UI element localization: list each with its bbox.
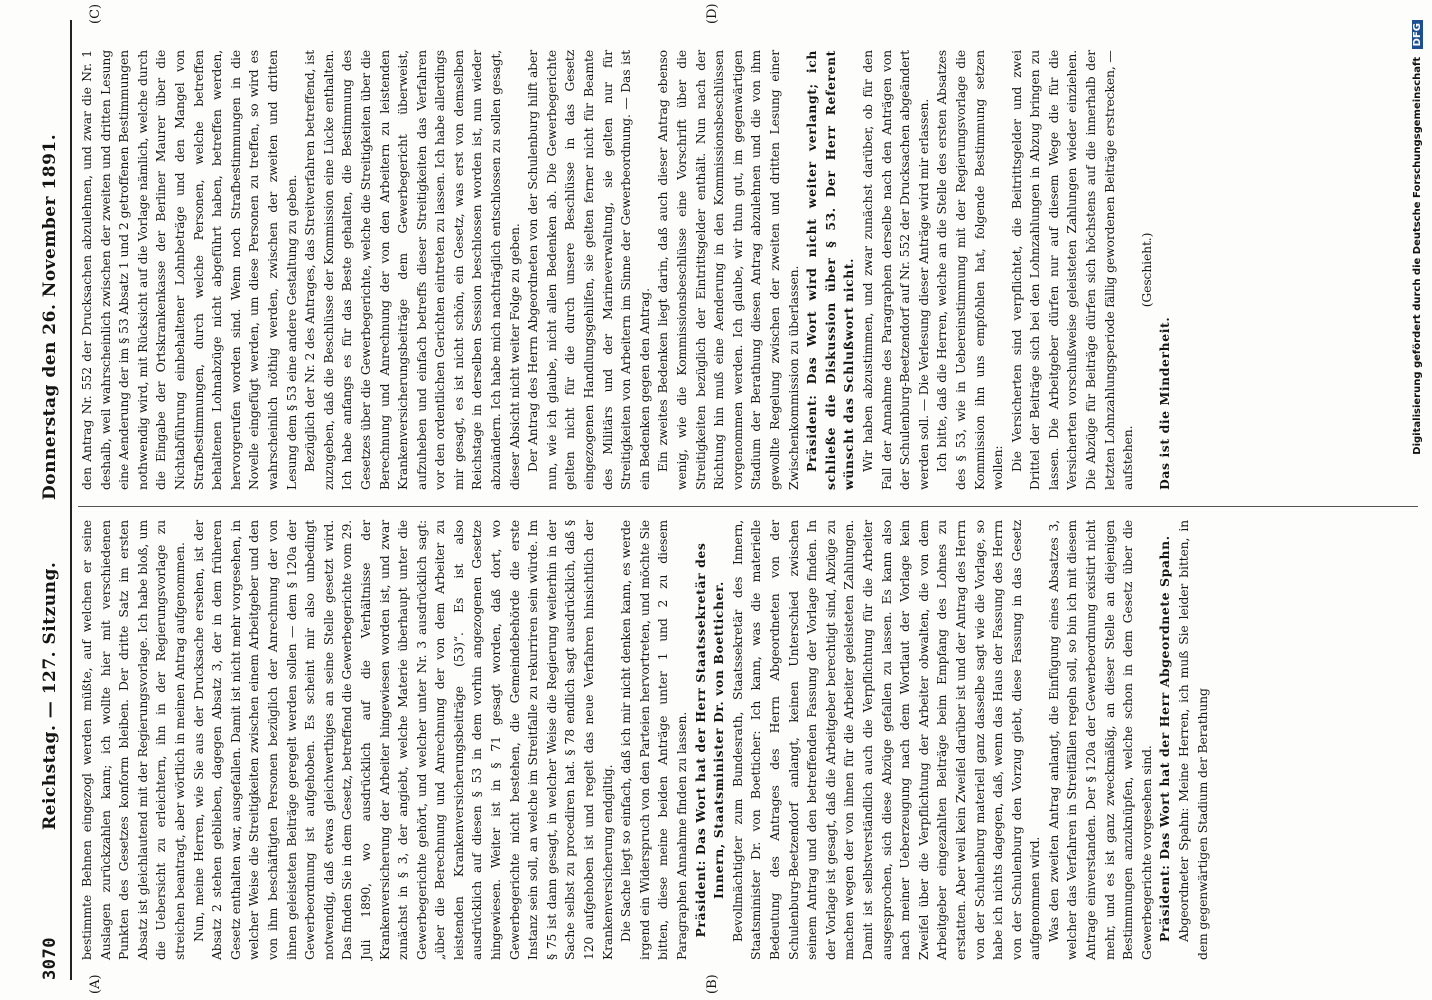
- paragraph: Abgeordneter Spahn: Meine Herren, ich muß Sie leider bitten, in dem gegenwärtigen Stadium der Berathung: [1176, 520, 1210, 960]
- paragraph: aufstehen.: [1120, 425, 1136, 490]
- margin-mark-a: (A): [88, 974, 103, 994]
- left-column: [78, 520, 1212, 960]
- result-statement: Das ist die Minderheit.: [1157, 316, 1173, 490]
- speaker-paragraph: Präsident: Das Wort hat der Herr Abgeordnete Spahn.: [1157, 535, 1173, 942]
- stage-direction: (Geschieht.): [1138, 232, 1154, 308]
- page-header: [36, 20, 66, 980]
- credit-text: Digitalisierung gefördert durch die Deutsche Forschungsgemeinschaft: [1412, 56, 1423, 455]
- quoted-provision: Die Versicherten sind verpflichtet, die Beitrittsgelder und zwei Drittel der Beiträge sich bei den Lohnzahlungen in Abzug bringen zu lassen. Die Arbeitgeber dürfen nur auf diesem Wege die für die Versicherten vorschußweise geleisteten Zahlungen wieder einziehen. Die Abzüge für Beiträge dürfen sich höchstens auf die innerhalb der letzten Lohnzahlungsperiode fällig gewordenen Beiträge erstrecken, —: [1008, 50, 1117, 490]
- margin-mark-c: (C): [88, 3, 103, 24]
- margin-mark-b: (B): [705, 974, 720, 994]
- paragraph: bestimmte Behnen eingezogl werden müßte, auf welchen er seine Auslagen zurückzahlen kann; ich wollte hier mit verschiedenen Punkten des Gesetzes konform bleiben. Der dritte Satz im ersten Absatz ist gleichlautend mit der Regierungsvorlage. Ich habe bloß, um die Uebersicht zu erleichtern, ihn in der Regierungsvorlage zu streichen beantragt, aber wörtlich in meinen Antrag aufgenommen.: [79, 520, 187, 960]
- paragraph: Nun, meine Herren, wie Sie aus der Drucksache ersehen, ist der Absatz 2 stehen geblieben, dagegen Absatz 3, der in dem früheren Gesetz enthalten war, ausgefallen. Damit ist nicht mehr vorgesehen, in welcher Weise die Streitigkeiten zwischen einem Arbeitgeber und den von ihm beschäftigten Personen bezüglich der Anrechnung der von ihnen geleisteten Beiträge geregelt werden sollen — dem § 120a der Gewerbeordnung ist aufgehoben. Es scheint mir also unbedingt notwendig, daß etwas gleichwerthiges an seine Stelle gesetzt wird. Das finden Sie in dem Gesetz, betreffend die Gewerbegerichte vom 29. Juli 1890, wo ausdrücklich auf die Verhältnisse der Krankenversicherung der Arbeiter hingewiesen worden ist, und zwar zunächst in § 3, der angiebt, welche Materie überhaupt unter die Gewerbegerichte gehört, und welcher unter Nr. 3 ausdrücklich sagt: „über die Berechnung und Anrechnung der von dem Arbeiter zu leistenden Krankenversicherungsbeiträge (53)“. Es ist also ausdrücklich auf diesen § 53 in dem vorhin angezogenen Gesetze hingewiesen. Weiter ist in § 71 gesagt worden, daß dort, wo Gewerbegerichte nicht bestehen, die Gemeindebehörde die erste Instanz sein soll, an welche im Streitfalle zu rekurriren sein würde. Im § 75 ist dann gesagt, in welcher Weise die Regierung weiterhin in der Sache selbst zu procediren hat. § 78 endlich sagt ausdrücklich, daß § 120 aufgehoben ist und regelt das neue Verfahren hinsichtlich der Krankenversicherung endgiltig.: [190, 520, 615, 960]
- paragraph: Der Antrag des Herrn Abgeordneten von der Schulenburg hilft aber nun, wie ich glaube, nicht allen Bedenken ab. Die Gewerbegerichte gelten nicht für die durch unsere Beschlüsse in das Gesetz eingezogenen Handlungsgehilfen, sie gelten ferner nicht für Beamte des Militärs und der Marineverwaltung, sie gelten nur für Streitigkeiten von Arbeitern im Sinne der Gewerbeordnung. — Das ist ein Bedenken gegen den Antrag.: [525, 50, 652, 490]
- session-title: Reichstag. — 127. Sitzung.: [40, 561, 60, 830]
- digitization-credit: [1412, 20, 1423, 980]
- paragraph: Die Sache liegt so einfach, daß ich mir nicht denken kann, es werde irgend ein Widerspruch von den Parteien hervortreten, und möchte Sie bitten, diese meine beiden Anträge unter 1 und 2 zu diesem Paragraphen Annahme finden zu lassen.: [618, 520, 689, 960]
- session-date: Donnerstag den 26. November 1891.: [40, 133, 60, 500]
- paragraph: Bevollmächtigter zum Bundesrath, Staatssekretär des Innern, Staatsminister Dr. von Boetticher: Ich kann, was die materielle Bedeutung des Antrages des Herrn Abgeordneten von der Schulenburg-Beetzendorf anlangt, keinen Unterschied zwischen seinem Antrag und den betreffenden Fassung der Vorlage finden. In der Vorlage ist gesagt, daß die Arbeitgeber berechtigt sind, Abzüge zu machen wegen der von ihnen für die Arbeiter geleisteten Zahlungen. Damit ist selbstverständlich auch die Verpflichtung für die Arbeiter ausgesprochen, sich diese Abzüge gefallen zu lassen. Es kann also nach meiner Ueberzeugung nach dem Wortlaut der Vorlage kein Zweifel über die Verpflichtung der Arbeiter obwalten, die von dem Arbeitgeber eingezahlten Beiträge beim Empfang des Lohnes zu erstatten. Aber weil kein Zweifel darüber ist und der Antrag des Herrn von der Schulenburg materiell ganz dasselbe sagt wie die Vorlage, so habe ich nichts dagegen, daß, wenn das Haus der Fassung des Herrn von der Schulenburg den Vorzug giebt, diese Fassung in das Gesetz aufgenommen wird.: [729, 520, 1043, 960]
- column-divider: [78, 506, 1418, 507]
- paragraph: den Antrag Nr. 552 der Drucksachen abzulehnen, und zwar die Nr. 1 deshalb, weil wahrscheinlich zwischen der zweiten und dritten Lesung eine Aenderung der im § 53 Absatz 1 und 2 getroffenen Bestimmungen nothwendig wird, mit Rücksicht auf die Vorlage nämlich, welche durch die Eingabe der Ortskrankenkasse der Berliner Maurer über die Nichtabführung einbehaltener Lohnbeträge und den Mangel von Strafbestimmungen, durch welche Personen, welche betreffen behaltenen Lohnabzüge nicht abgeführt haben, betreffen werden, hervorgerufen worden sind. Wenn noch Strafbestimmungen in die Novelle eingefügt werden, um diese Personen zu treffen, so wird es wahrscheinlich nöthig werden, zwischen der zweiten und dritten Lesung dem § 53 eine andere Gestaltung zu geben.: [79, 50, 299, 490]
- header-rule: [70, 20, 72, 980]
- right-column: [78, 50, 1175, 490]
- paragraph: Ich bitte, daß die Herren, welche an die Stelle des ersten Absatzes des § 53, wie in Uebereinstimmung mit der Regierungsvorlage die Kommission ihn uns empfohlen hat, folgende Bestimmung setzen wollen:: [934, 50, 1006, 490]
- margin-mark-d: (D): [705, 3, 720, 24]
- paragraph: Ein zweites Bedenken liegt darin, daß auch dieser Antrag ebenso wenig, wie die Kommissionsbeschlüsse eine Vorschrift über die Streitigkeiten bezüglich der Eintrittsgelder enthält. Nun nach der Richtung hin muß eine Aenderung in den Kommissionsbeschlüssen vorgenommen werden. Ich glaube, wir thun gut, im gegenwärtigen Stadium der Berathung diesen Antrag abzulehnen und die von ihm gewollte Regelung zwischen der zweiten und dritten Lesung einer Zwischenkommission zu überlassen.: [655, 50, 801, 490]
- speaker-paragraph: Präsident: Das Wort wird nicht weiter verlangt; ich schließe die Diskussion über § 53. Der Herr Referent wünscht das Schlußwort nicht.: [804, 50, 857, 490]
- page-number: 3070: [40, 937, 60, 980]
- dfg-logo: DFG: [1412, 20, 1423, 49]
- paragraph: Wir haben abzustimmen, und zwar zunächst darüber, ob für den Fall der Annahme des Paragraphen derselbe nach den Anträgen von der Schulenburg-Beetzendorf auf Nr. 552 der Drucksachen abgeändert werden soll. — Die Verlesung dieser Anträge wird mir erlassen.: [859, 50, 931, 490]
- paragraph: Bezüglich der Nr. 2 des Antrages, das Streitverfahren betreffend, ist zuzugeben, daß die Beschlüsse der Kommission eine Lücke enthalten. Ich habe anfangs es für das Beste gehalten, die Bestimmung des Gesetzes über die Gewerbegerichte, welche die Streitigkeiten über die Berechnung und Anrechnung der von den Arbeitern zu leistenden Krankenversicherungsbeiträge dem Gewerbegericht überweist, aufzuheben und einfach betreffs dieser Streitigkeiten das Verfahren vor den ordentlichen Gerichten eintreten zu lassen. Ich habe allerdings mir gesagt, es ist nicht schön, ein Gesetz, was erst von demselben Reichstage in derselben Session beschlossen worden ist, nun wieder abzuändern. Ich habe mich nachträglich entschlossen zu sollen gesagt, dieser Absicht nicht weiter Folge zu geben.: [302, 50, 522, 490]
- speaker-paragraph: Präsident: Das Wort hat der Herr Staatssekretär des Innern, Staatsminister Dr. von Boetticher.: [692, 542, 727, 938]
- paragraph: Was den zweiten Antrag anlangt, die Einfügung eines Absatzes 3, welcher das Verfahren in Streitfällen regeln soll, so bin ich mit diesem Antrage einverstanden. Der § 120a der Gewerbeordnung existirt nicht mehr, und es ist ganz zweckmäßig, an dieser Stelle an diejenigen Bestimmungen anzuknüpfen, welche schon in dem Gesetz über die Gewerbegerichte vorgesehen sind.: [1045, 520, 1154, 960]
